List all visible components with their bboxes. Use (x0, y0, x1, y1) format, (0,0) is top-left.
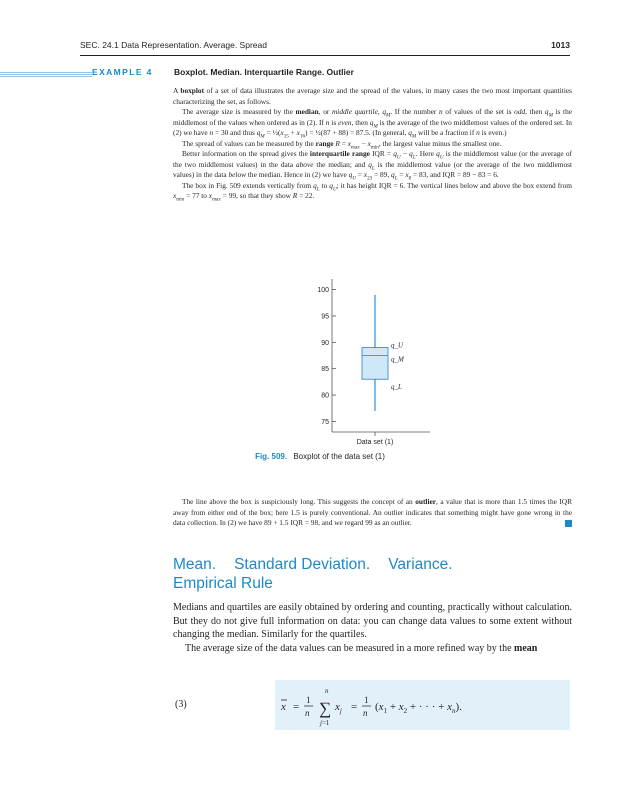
section-heading-sd: Standard Deviation. (234, 556, 371, 573)
page-number: 1013 (551, 40, 570, 50)
quartile-label: q_U (391, 341, 404, 350)
end-of-example-icon (565, 520, 572, 527)
svg-text:1: 1 (306, 695, 311, 705)
quartile-label: q_M (391, 355, 404, 364)
y-tick-label: 80 (321, 392, 329, 400)
example-title: Boxplot. Median. Interquartile Range. Outlier (174, 67, 354, 77)
section-heading-variance: Variance. (388, 556, 453, 573)
svg-text:(x1 + x2 + · · · + xn).: ($x_1 + x_2$ + · · · + $x_n$). (375, 701, 462, 715)
svg-text:x: x (281, 701, 286, 713)
boxplot-figure (300, 265, 450, 465)
example-text: A boxplot of a set of data illustrates the average size and the spread of the values, in many cases the two most important quantities characterizing the set, as follows. The average size is measured by the median, or middle quartile, $q_M$. If the number n of values of the set is odd, then $q_M$ is the middlemost of the values when ordered as in (2). If n is even, then $q_M$ is the average of the two middlemost values of the ordered set. In (2) we have n = 30 and thus $q_M$ = $\frac{1}{2}(x_{15} + x_{16})$ = ½(87 + 88) = 87.5. (In general, $q_M$ will be a fraction if n is even.) The spread of values can be measured by the range $R = x_{max} - x_{min}$, the largest value minus the smallest one. Better information on the spread gives the interquartile range IQR = $q_U - q_L$. Here $q_U$ is the middlemost value (or the average of the two middlemost values) in the data above the median; and $q_L$ is the middlemost value (or the average of the two middlemost values) in the data below the median. Hence in (2) we have $q_U = x_{23} = 89$, $q_L = x_8 = 83$, and IQR = 89 − 83 = 6. The box in Fig. 509 extends vertically from $q_L$ to $q_U$; it has height IQR = 6. The vertical lines below and above the box extend from $x_{min} = 77$ to $x_{max} = 99$, so that they show R = 22. (173, 86, 573, 203)
iqr-box (362, 348, 388, 380)
y-tick-label: 95 (321, 313, 329, 321)
mean-equation (275, 680, 570, 730)
header-rule (80, 55, 570, 56)
svg-text:j=1: j=1 (320, 719, 330, 727)
figure-caption (180, 452, 460, 461)
svg-text:xj: $x_j$ (335, 701, 342, 715)
y-tick-label: 90 (321, 339, 329, 347)
svg-text:1: 1 (364, 695, 369, 705)
section-text: Medians and quartiles are easily obtained by ordering and counting, practically without calculation. But they do not give full information on data: you can change data values to some extent without changing the median. Similarly for the quartiles. The average size of the data values can be measured in a more refined way by the mean (173, 602, 572, 654)
x-axis-label: Data set (1) (356, 439, 394, 446)
figure-number: Fig. 509. (255, 452, 288, 461)
outlier-text: The line above the box is suspiciously long. This suggests the concept of an outlier, a value that is more than 1.5 times the IQR away from either end of the box; here 1.5 is purely conventional. An outlier indicates that something might have gone wrong in the data collection. In (2) we have 89 + 1.5 IQR = 98, and we regard 99 as an outlier. (173, 497, 572, 527)
svg-text:=: = (293, 701, 300, 713)
svg-text:n: n (363, 708, 368, 718)
example-rule (0, 72, 92, 77)
quartile-label: q_L (391, 383, 402, 392)
svg-text:=: = (351, 701, 358, 713)
example-label: EXAMPLE 4 (92, 67, 153, 77)
figure-caption-text: Boxplot of the data set (1) (293, 452, 385, 461)
header-section-title: SEC. 24.1 Data Representation. Average. Spread (80, 40, 267, 50)
boxplot-chart (300, 265, 450, 465)
svg-text:n: n (325, 687, 329, 695)
section-heading-mean: Mean. (173, 556, 217, 573)
y-tick-label: 75 (321, 418, 329, 426)
section-heading (173, 555, 572, 593)
section-heading-empirical-rule: Empirical Rule (173, 575, 273, 592)
equation-number: (3) (175, 699, 187, 710)
svg-text:∑: ∑ (319, 699, 332, 718)
y-tick-label: 100 (317, 287, 329, 295)
y-tick-label: 85 (321, 366, 329, 374)
running-header (80, 40, 570, 56)
svg-text:n: n (305, 708, 310, 718)
